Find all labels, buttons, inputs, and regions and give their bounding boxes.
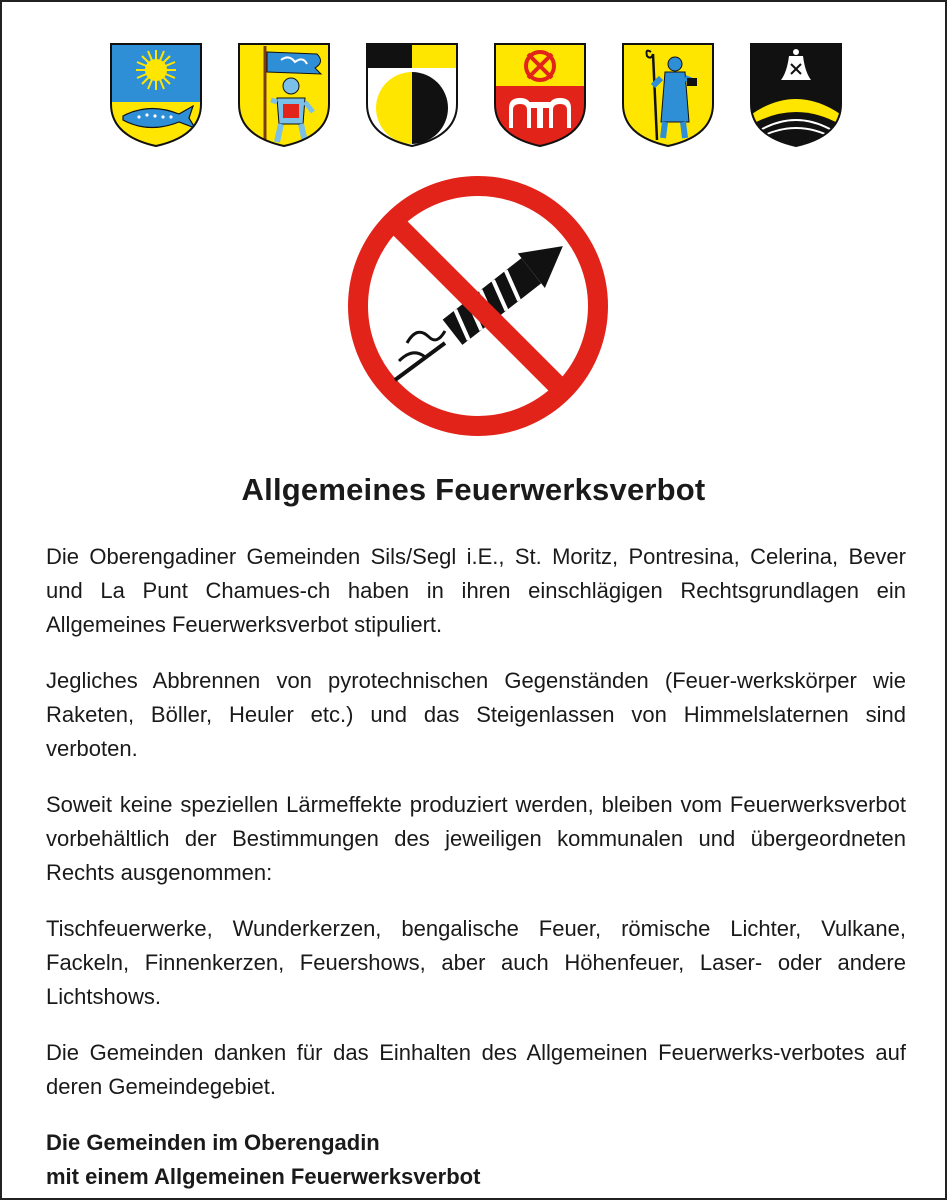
signature	[46, 1126, 906, 1194]
paragraph: Die Gemeinden danken für das Einhalten des Allgemeinen Feuerwerks-verbotes auf deren Gemeindegebiet.	[46, 1040, 906, 1099]
paragraph: Tischfeuerwerke, Wunderkerzen, bengalische Feuer, römische Lichter, Vulkane, Fackeln, Finnenkerzen, Feuershows, aber auch Höhenfeuer, Laser- oder andere Lichtshows.	[46, 916, 906, 1009]
notice-body	[46, 540, 906, 1194]
bell-mountain-crest-icon	[749, 42, 843, 148]
paragraph: Soweit keine speziellen Lärmeffekte produziert werden, bleiben vom Feuerwerksverbot vorbehältlich der Bestimmungen des jeweiligen kommunalen und übergeordneten Rechts ausgenommen:	[46, 792, 906, 885]
paragraph: Jegliches Abbrennen von pyrotechnischen Gegenständen (Feuer-werkskörper wie Raketen, Böller, Heuler etc.) und das Steigenlassen von Himmelslaternen sind verboten.	[46, 668, 906, 761]
paragraph: Die Oberengadiner Gemeinden Sils/Segl i.E., St. Moritz, Pontresina, Celerina, Bever und La Punt Chamues-ch haben in ihren einschlägigen Rechtsgrundlagen ein Allgemeines Feuerwerksverbot stipuliert.	[46, 544, 906, 637]
coat-of-arms-row	[2, 42, 945, 148]
wheel-bridge-crest-icon	[493, 42, 587, 148]
signature-line-1: Die Gemeinden im Oberengadin	[46, 1130, 380, 1155]
saint-crest-icon	[621, 42, 715, 148]
knight-crest-icon	[237, 42, 331, 148]
no-fireworks-icon	[347, 175, 609, 437]
page-title: Allgemeines Feuerwerksverbot	[241, 472, 706, 507]
circle-divided-crest-icon	[365, 42, 459, 148]
signature-line-2: mit einem Allgemeinen Feuerwerksverbot	[46, 1164, 481, 1189]
sun-fish-crest-icon	[109, 42, 203, 148]
